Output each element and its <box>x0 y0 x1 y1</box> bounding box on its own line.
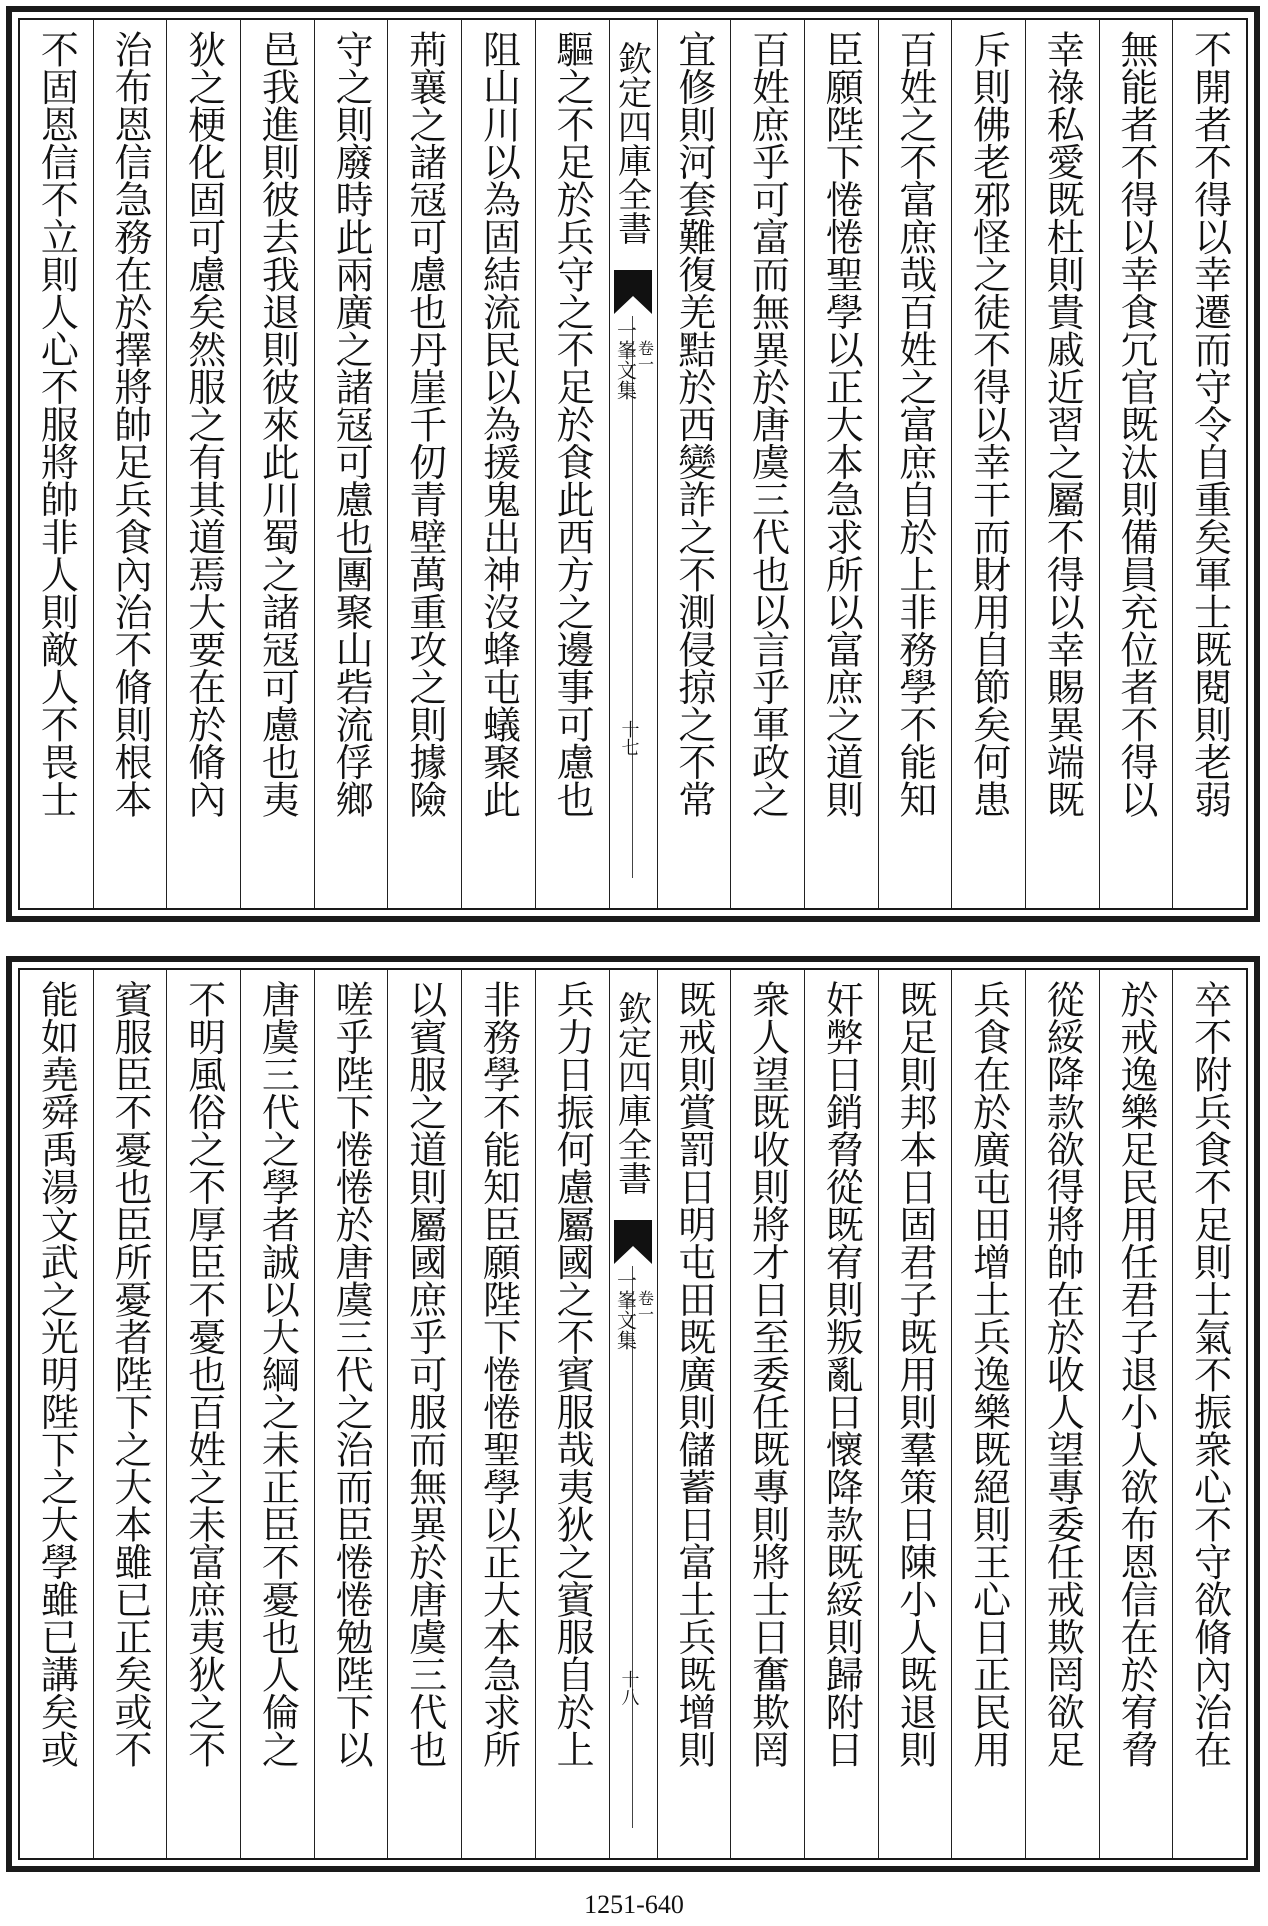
text-column <box>730 970 804 1858</box>
text-column <box>730 20 804 908</box>
page-footer-number: 1251-640 <box>584 1890 684 1919</box>
text-column <box>951 970 1025 1858</box>
text-column <box>1025 970 1099 1858</box>
text-column <box>1025 20 1099 908</box>
column-text: 宜修則河套難復羌黠於西變詐之不測侵掠之不常 <box>671 30 716 818</box>
center-fold <box>609 20 657 908</box>
text-column <box>461 20 535 908</box>
text-column <box>1099 20 1173 908</box>
column-text: 於戒逸樂足民用任君子退小人欲布恩信在於宥脅 <box>1113 980 1158 1768</box>
column-text: 從綏降款欲得將帥在於收人望專委任戒欺罔欲足 <box>1040 980 1085 1768</box>
column-text: 邑我進則彼去我退則彼來此川蜀之諸冦可慮也夷 <box>255 30 300 818</box>
text-column <box>804 970 878 1858</box>
text-column <box>461 970 535 1858</box>
text-column <box>657 970 731 1858</box>
column-text: 既戒則賞罰日明屯田既廣則儲蓄日富土兵既增則 <box>671 980 716 1768</box>
column-text: 兵食在於廣屯田增土兵逸樂既絕則王心日正民用 <box>966 980 1011 1768</box>
column-text: 能如堯舜禹湯文武之光明陛下之大學雖已講矣或 <box>34 980 79 1768</box>
text-column <box>387 20 461 908</box>
text-column <box>535 20 609 908</box>
text-column <box>1172 20 1246 908</box>
text-column <box>878 970 952 1858</box>
center-fold <box>609 970 657 1858</box>
text-column <box>314 970 388 1858</box>
column-text: 荊襄之諸冦可慮也丹崖千仞青壁萬重攻之則據險 <box>402 30 447 818</box>
text-column <box>20 970 93 1858</box>
column-text: 治布恩信急務在於擇將帥足兵食內治不脩則根本 <box>108 30 153 818</box>
bottom-page-body <box>18 968 1248 1860</box>
folio-number: 十七 <box>618 720 640 756</box>
column-text: 既足則邦本日固君子既用則羣策日陳小人既退則 <box>892 980 937 1768</box>
text-column <box>93 20 167 908</box>
text-column <box>314 20 388 908</box>
folio-number: 十八 <box>618 1670 640 1706</box>
text-column <box>657 20 731 908</box>
volume-label: 卷一 <box>635 1290 655 1322</box>
text-column <box>20 20 93 908</box>
column-text: 無能者不得以幸食冗官既汰則備員充位者不得以 <box>1113 30 1158 818</box>
column-text: 卒不附兵食不足則士氣不振衆心不守欲脩內治在 <box>1187 980 1232 1768</box>
collection-title: 欽定四庫全書 <box>611 41 652 245</box>
text-column <box>240 970 314 1858</box>
top-page <box>6 6 1260 922</box>
column-text: 不明風俗之不厚臣不憂也百姓之未富庶夷狄之不 <box>181 980 226 1768</box>
column-text: 守之則廢時此兩廣之諸冦可慮也團聚山砦流俘鄉 <box>329 30 374 818</box>
column-text: 以賓服之道則屬國庶乎可服而無異於唐虞三代也 <box>402 980 447 1768</box>
book-title: 一峯文集 <box>613 1270 638 1350</box>
text-column <box>93 970 167 1858</box>
text-column <box>804 20 878 908</box>
column-text: 嗟乎陛下惓惓於唐虞三代之治而臣惓惓勉陛下以 <box>329 980 374 1768</box>
column-text: 唐虞三代之學者誠以大綱之未正臣不憂也人倫之 <box>255 980 300 1768</box>
column-text: 阻山川以為固結流民以為援鬼出神沒蜂屯蟻聚此 <box>476 30 521 818</box>
text-column <box>240 20 314 908</box>
column-text: 賓服臣不憂也臣所憂者陛下之大本雖已正矣或不 <box>108 980 153 1768</box>
text-column <box>878 20 952 908</box>
column-text: 幸祿私愛既杜則貴戚近習之屬不得以幸賜異端既 <box>1040 30 1085 818</box>
text-column <box>1172 970 1246 1858</box>
column-text: 衆人望既收則將才日至委任既專則將士日奮欺罔 <box>745 980 790 1768</box>
collection-title: 欽定四庫全書 <box>611 991 652 1195</box>
text-column <box>387 970 461 1858</box>
column-text: 非務學不能知臣願陛下惓惓聖學以正大本急求所 <box>476 980 521 1768</box>
column-text: 奸弊日銷脅從既宥則叛亂日懷降款既綏則歸附日 <box>819 980 864 1768</box>
text-column <box>1099 970 1173 1858</box>
top-page-body <box>18 18 1248 910</box>
column-text: 不開者不得以幸遷而守令自重矣軍士既閱則老弱 <box>1187 30 1232 818</box>
column-text: 臣願陛下惓惓聖學以正大本急求所以富庶之道則 <box>819 30 864 818</box>
column-text: 不固恩信不立則人心不服將帥非人則敵人不畏士 <box>34 30 79 818</box>
text-column <box>166 970 240 1858</box>
text-column <box>166 20 240 908</box>
column-text: 兵力日振何慮屬國之不賓服哉夷狄之賓服自於上 <box>550 980 595 1768</box>
bottom-page <box>6 956 1260 1872</box>
column-text: 斥則佛老邪怪之徒不得以幸干而財用自節矣何患 <box>966 30 1011 818</box>
column-text: 百姓之不富庶哉百姓之富庶自於上非務學不能知 <box>892 30 937 818</box>
fishtail-mark-icon <box>614 270 652 314</box>
text-column <box>951 20 1025 908</box>
fishtail-mark-icon <box>614 1220 652 1264</box>
column-text: 驅之不足於兵守之不足於食此西方之邊事可慮也 <box>550 30 595 818</box>
book-title: 一峯文集 <box>613 320 638 400</box>
column-text: 狄之梗化固可慮矣然服之有其道焉大要在於脩內 <box>181 30 226 818</box>
text-column <box>535 970 609 1858</box>
volume-label: 卷一 <box>635 340 655 372</box>
column-text: 百姓庶乎可富而無異於唐虞三代也以言乎軍政之 <box>745 30 790 818</box>
